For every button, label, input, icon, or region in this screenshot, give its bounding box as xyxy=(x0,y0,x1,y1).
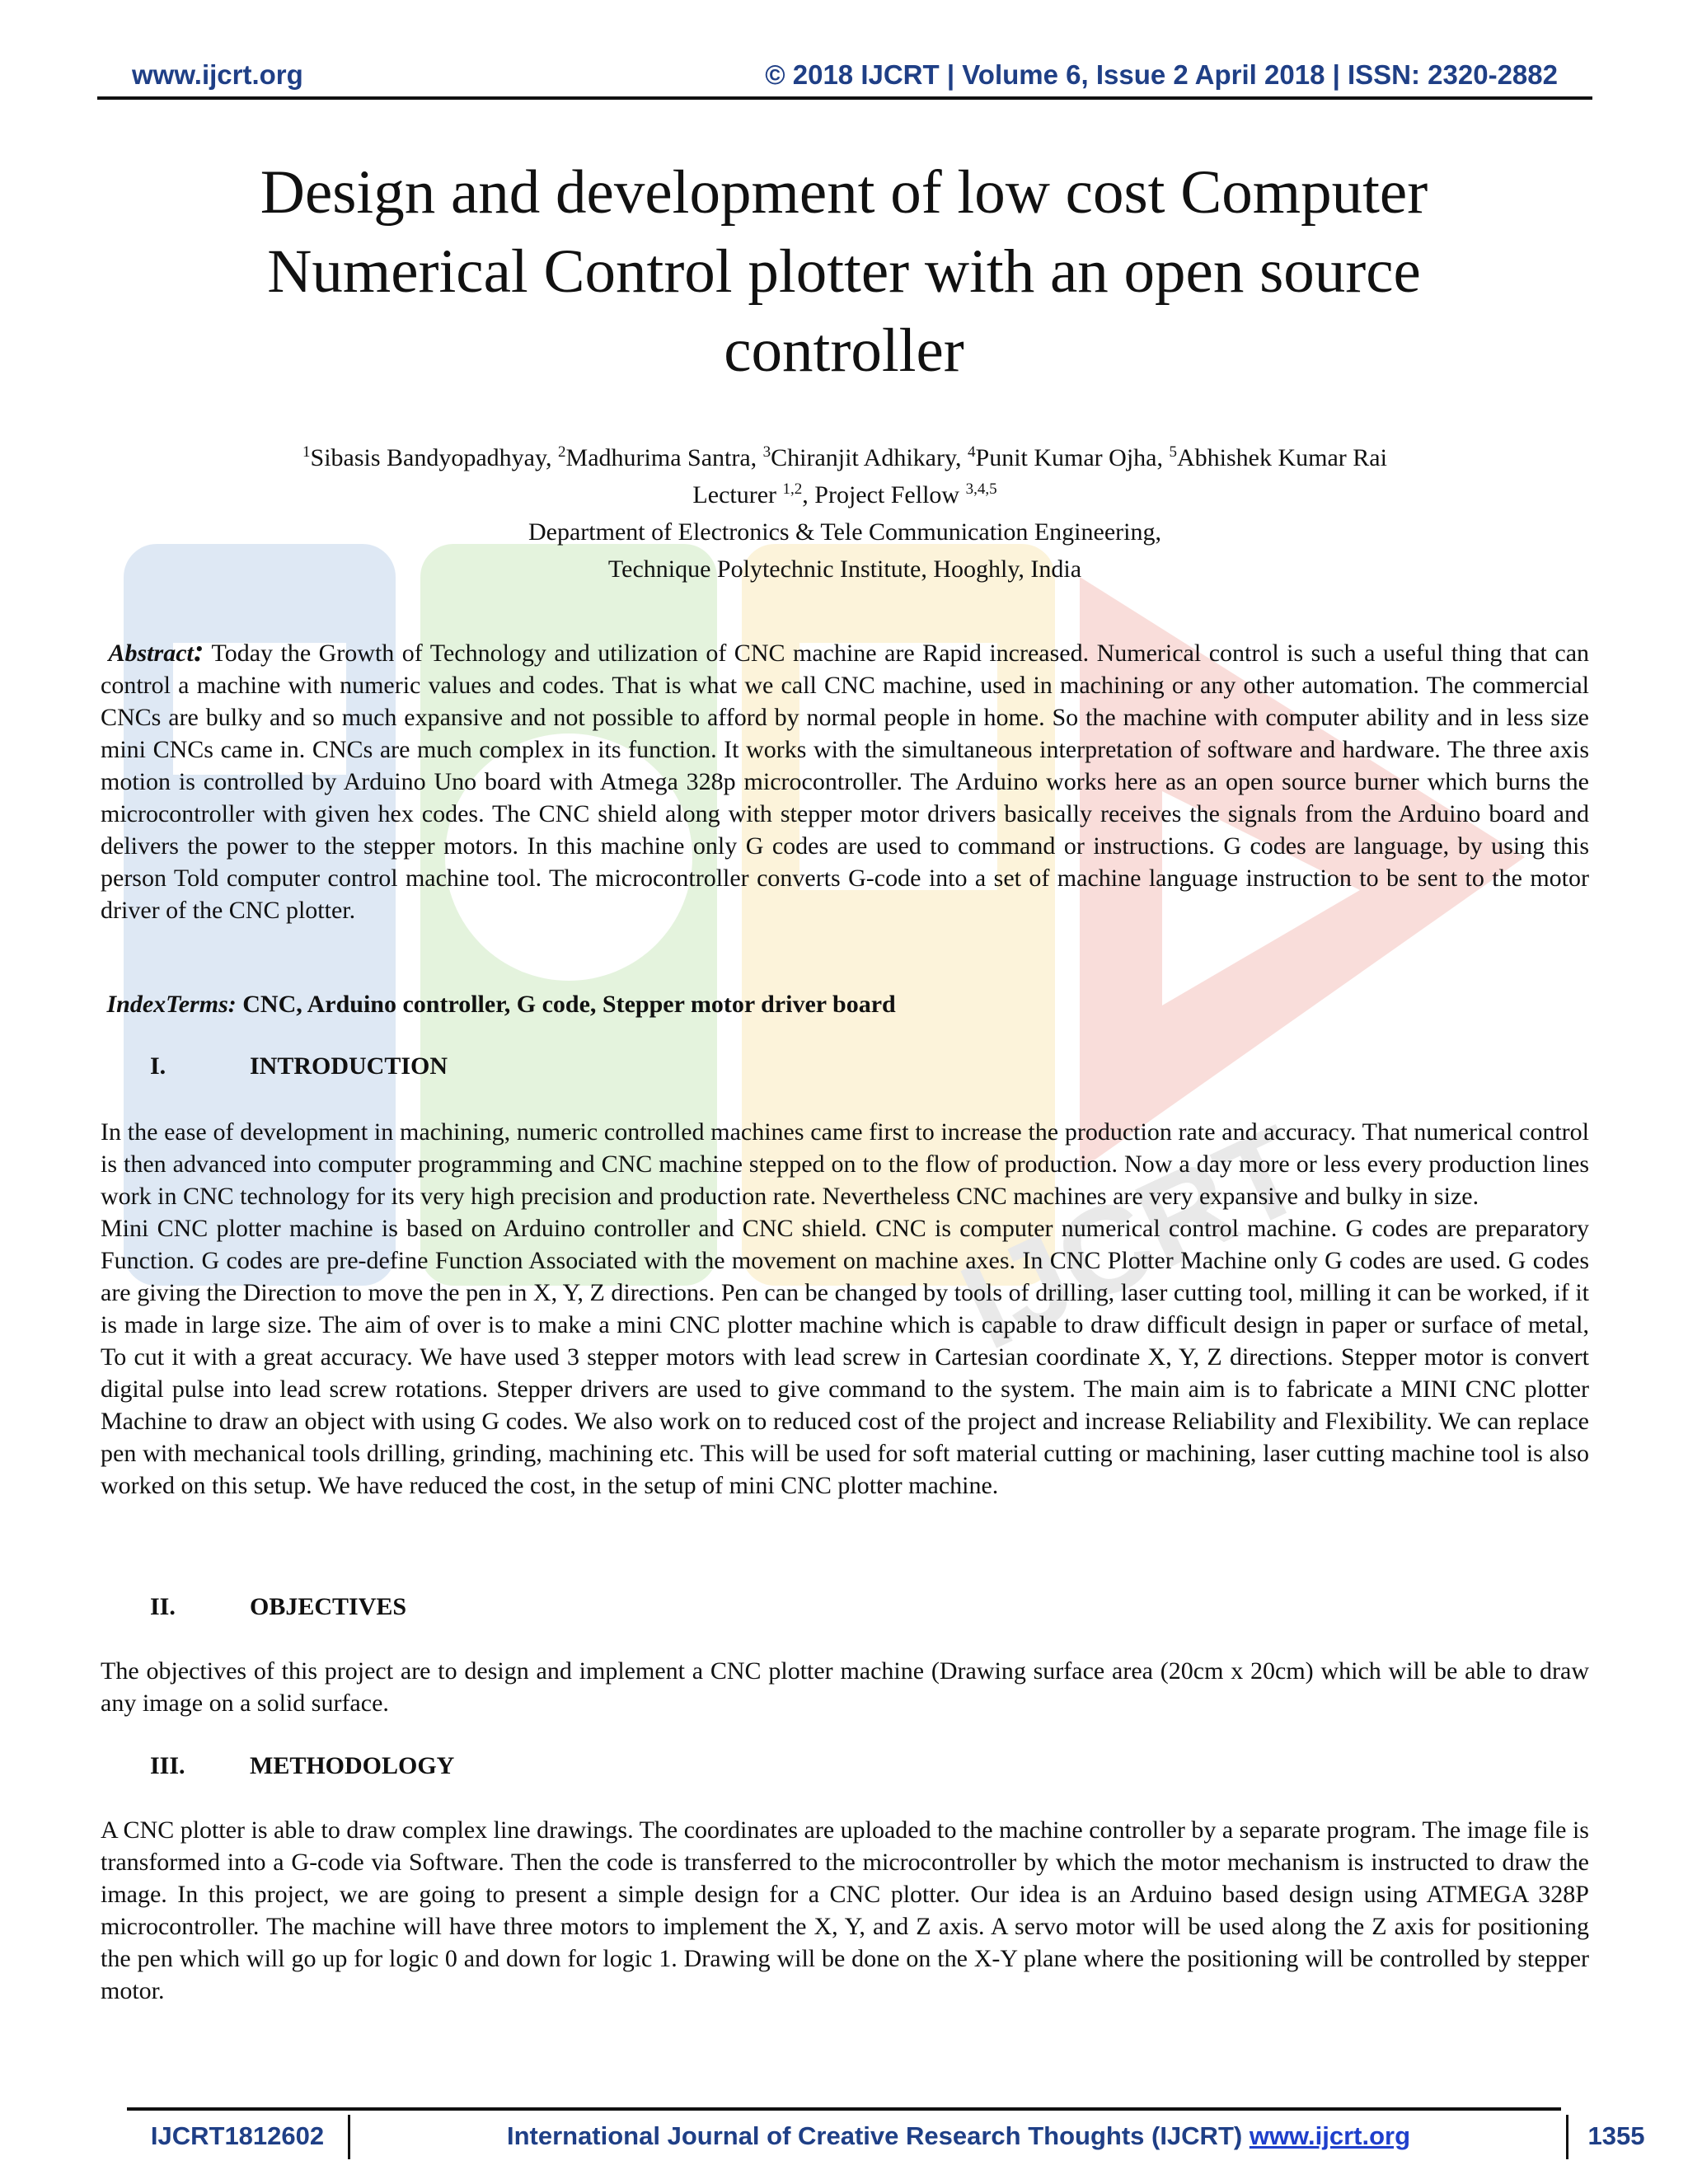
footer-journal-name: International Journal of Creative Research Thoughts (IJCRT) xyxy=(506,2121,1250,2150)
watermark-text: IJCRT xyxy=(941,1099,1325,1376)
author-roles xyxy=(97,476,1592,513)
section-heading-introduction xyxy=(150,1052,448,1080)
index-terms xyxy=(101,988,1589,1020)
section-title: INTRODUCTION xyxy=(250,1052,448,1080)
abstract-text: Today the Growth of Technology and utilization of CNC machine are Rapid increased. Numerical control is such a useful thing that can control a machine with numeric values and codes. That is what we call CNC machine, used in machining or any other automation. The commercial CNCs are bulky and so much expansive and not possible to afford by normal people in home. So the machine with computer ability and in less size mini CNCs came in. CNCs are much complex in its function. It works with the simultaneous interpretation of software and hardware. The three axis motion is controlled by Arduino Uno board with Atmega 328p microcontroller. The Arduino works here as an open source burner which burns the microcontroller with given hex codes. The CNC shield along with stepper motor drivers basically receives the signals from the Arduino board and delivers the power to the stepper motors. In this machine only G codes are used to command or instructions. G codes are language, by using this person Told computer control machine tool. The microcontroller converts G-code into a set of machine language instruction to be sent to the motor driver of the CNC plotter. xyxy=(101,640,1590,924)
footer-page-number: 1355 xyxy=(1587,2121,1645,2150)
author-3-marker: 3 xyxy=(762,443,771,461)
index-terms-text: CNC, Arduino controller, G code, Stepper motor driver board xyxy=(236,991,896,1018)
page-footer xyxy=(127,2115,1645,2159)
author-1: Sibasis Bandyopadhyay, xyxy=(310,444,559,471)
methodology-body xyxy=(101,1814,1589,2007)
author-4-marker: 4 xyxy=(968,443,976,461)
section-title: OBJECTIVES xyxy=(250,1593,407,1620)
author-block xyxy=(97,439,1592,588)
header-divider xyxy=(97,96,1592,100)
author-5: Abhishek Kumar Rai xyxy=(1177,444,1387,471)
author-5-marker: 5 xyxy=(1169,443,1177,461)
title-line-2: Numerical Control plotter with an open source xyxy=(267,237,1421,306)
role-project-fellow: , Project Fellow xyxy=(802,481,966,509)
section-number: II. xyxy=(150,1593,176,1620)
author-list xyxy=(97,439,1592,476)
objectives-paragraph: The objectives of this project are to design and implement a CNC plotter machine (Drawing surface area (20cm x 20cm) which will be able to draw any image on a solid surface. xyxy=(101,1657,1589,1717)
header-site-link[interactable]: www.ijcrt.org xyxy=(132,59,303,90)
introduction-paragraph-1: In the ease of development in machining, numeric controlled machines came first to increase the production rate and accuracy. That numerical control is then advanced into computer programming and CNC machine stepped on to the flow of production. Now a day more or less every production lines work in CNC technology for its very high precision and production rate. Nevertheless CNC machines are very expansive and bulky in size. xyxy=(101,1118,1589,1210)
author-department: Department of Electronics & Tele Communication Engineering, xyxy=(528,518,1161,546)
title-line-3: controller xyxy=(724,316,964,385)
section-heading-objectives xyxy=(150,1593,406,1621)
author-institute: Technique Polytechnic Institute, Hooghly, India xyxy=(607,555,1082,583)
introduction-body xyxy=(101,1116,1589,1502)
role-lecturer: Lecturer xyxy=(692,481,783,509)
section-title: METHODOLOGY xyxy=(250,1752,455,1779)
header-issue-info: © 2018 IJCRT | Volume 6, Issue 2 April 2018 | ISSN: 2320-2882 xyxy=(765,59,1558,90)
page-header xyxy=(97,59,1591,101)
footer-journal xyxy=(349,2115,1568,2159)
author-2-marker: 2 xyxy=(558,443,566,461)
author-4: Punit Kumar Ojha, xyxy=(975,444,1170,471)
abstract-colon: : xyxy=(193,634,204,668)
footer-divider xyxy=(127,2107,1561,2111)
paper-title xyxy=(148,153,1540,391)
footer-paper-id: IJCRT1812602 xyxy=(150,2121,325,2150)
author-1-marker: 1 xyxy=(302,443,311,461)
section-number: III. xyxy=(150,1752,185,1779)
footer-journal-link[interactable]: www.ijcrt.org xyxy=(1249,2121,1411,2150)
role-project-fellow-marker: 3,4,5 xyxy=(965,480,997,498)
introduction-paragraph-2: Mini CNC plotter machine is based on Arduino controller and CNC shield. CNC is computer numerical control machine. G codes are preparatory Function. G codes are pre-define Function Associated with the movement on machine axes. In CNC Plotter Machine only G codes are used. G codes are giving the Direction to move the pen in X, Y, Z directions. Pen can be changed by tools of drilling, laser cutting tool, milling it can be worked, if it is made in large size. The aim of over is to make a mini CNC plotter machine which is capable to draw difficult design in paper or surface of metal, To cut it with a great accuracy. We have used 3 stepper motors with lead screw in Cartesian coordinate X, Y, Z directions. Stepper motor is convert digital pulse into lead screw rotations. Stepper drivers are used to give command to the system. The main aim is to fabricate a MINI CNC plotter Machine to draw an object with using G codes. We also work on to reduced cost of the project and increase Reliability and Flexibility. We can replace pen with mechanical tools drilling, grinding, machining etc. This will be used for soft material cutting or machining, laser cutting machine tool is also worked on this setup. We have reduced the cost, in the setup of mini CNC plotter machine. xyxy=(101,1215,1589,1499)
abstract-label: Abstract xyxy=(108,640,194,667)
author-3: Chiranjit Adhikary, xyxy=(771,444,968,471)
role-lecturer-marker: 1,2 xyxy=(782,480,803,498)
abstract xyxy=(101,635,1589,926)
section-number: I. xyxy=(150,1052,166,1080)
objectives-body xyxy=(101,1655,1589,1719)
methodology-paragraph: A CNC plotter is able to draw complex line drawings. The coordinates are uploaded to the machine controller by a separate program. The image file is transformed into a G-code via Software. Then the code is transferred to the microcontroller by which the motor mechanism is instructed to draw the image. In this project, we are going to present a simple design for a CNC plotter. Our idea is an Arduino based design using ATMEGA 328P microcontroller. The machine will have three motors to implement the X, Y, and Z axis. A servo motor will be used along the Z axis for positioning the pen which will go up for logic 0 and down for logic 1. Drawing will be done on the X-Y plane where the positioning will be controlled by stepper motor. xyxy=(101,1816,1589,2004)
title-line-1: Design and development of low cost Computer xyxy=(260,158,1428,227)
section-heading-methodology xyxy=(150,1752,454,1780)
index-terms-label: IndexTerms: xyxy=(106,991,237,1018)
author-2: Madhurima Santra, xyxy=(565,444,763,471)
